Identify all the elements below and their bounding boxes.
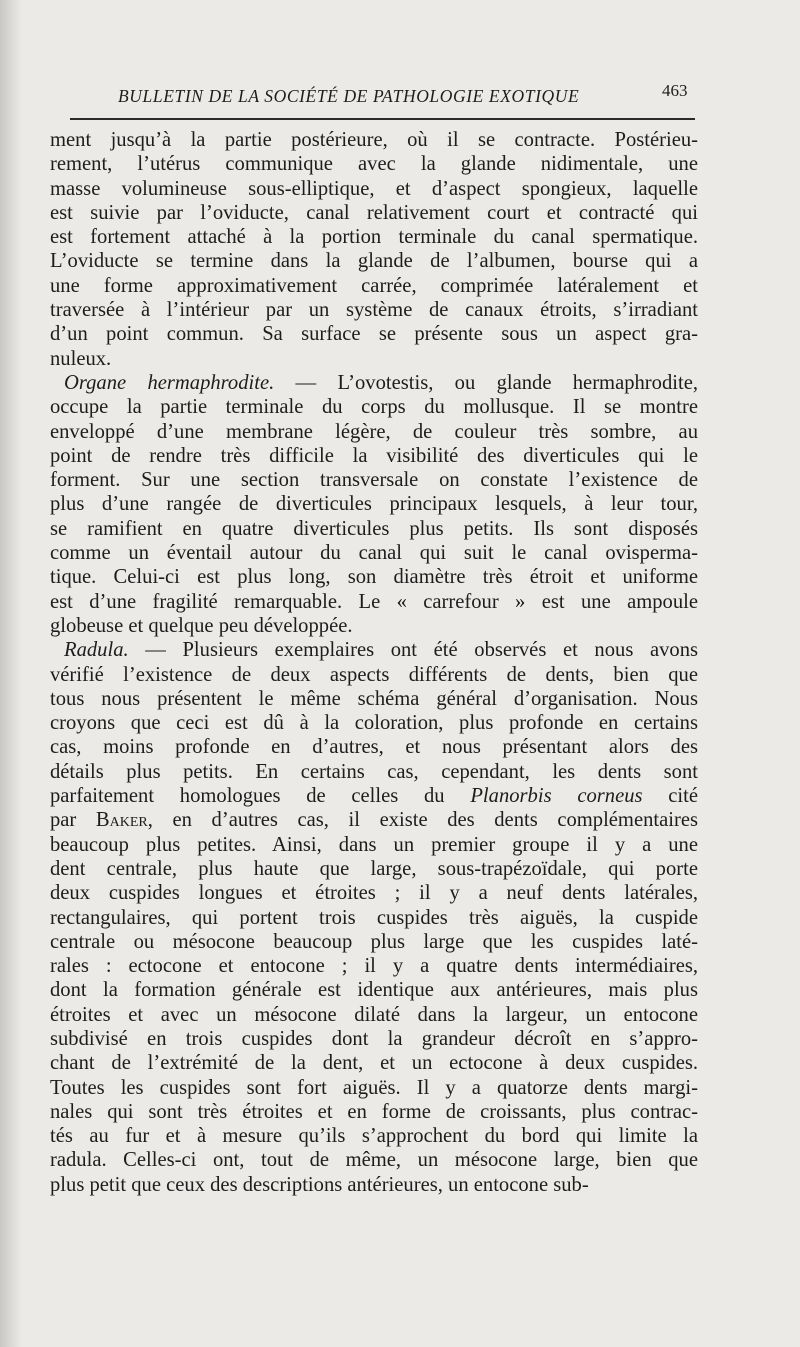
text-line — [50, 1124, 698, 1148]
text-run: enveloppé d’une membrane légère, de couleur très sombre, au — [50, 420, 698, 443]
text-run: tique. Celui-ci est plus long, son diamètre très étroit et uniforme — [50, 566, 698, 589]
text-run: par — [50, 809, 96, 832]
text-line — [50, 322, 698, 346]
text-line — [50, 128, 698, 152]
page-number: 463 — [662, 81, 688, 100]
text-line — [50, 711, 698, 735]
text-line — [50, 784, 698, 808]
text-line — [50, 492, 698, 516]
text-line — [50, 1003, 698, 1027]
italic-run: Planorbis corneus — [470, 785, 643, 808]
text-run: est d’une fragilité remarquable. Le « carrefour » est une ampoule — [50, 590, 698, 613]
text-run: point de rendre très difficile la visibilité des diverticules qui le — [50, 444, 698, 467]
text-line — [50, 930, 698, 954]
text-run: rement, l’utérus communique avec la glande nidimentale, une — [50, 153, 698, 176]
text-run: Toutes les cuspides sont fort aiguës. Il y a quatorze dents margi- — [50, 1076, 698, 1099]
text-line — [50, 1100, 698, 1124]
text-line — [50, 177, 698, 201]
text-run: parfaitement homologues de celles du — [50, 785, 471, 808]
text-run: globeuse et quelque peu développée. — [50, 614, 353, 637]
text-line — [50, 152, 698, 176]
header-rule — [70, 118, 695, 120]
text-run: d’un point commun. Sa surface se présente sous un aspect gra- — [50, 323, 698, 346]
text-line — [50, 760, 698, 784]
text-line — [50, 565, 698, 589]
text-line — [50, 638, 698, 662]
text-line — [50, 371, 698, 395]
text-run: une forme approximativement carrée, comprimée latéralement et — [50, 274, 698, 297]
text-run: cité — [642, 785, 698, 808]
text-line — [50, 857, 698, 881]
text-line — [50, 1173, 698, 1197]
text-line — [50, 225, 698, 249]
text-line — [50, 735, 698, 759]
text-line — [50, 881, 698, 905]
text-line — [50, 978, 698, 1002]
text-run: rales : ectocone et entocone ; il y a quatre dents intermédiaires, — [50, 955, 698, 978]
text-run: — Plusieurs exemplaires ont été observés et nous avons — [128, 639, 698, 662]
text-run: croyons que ceci est dû à la coloration, plus profonde en certains — [50, 712, 698, 735]
text-run: radula. Celles-ci ont, tout de même, un mésocone large, bien que — [50, 1149, 698, 1172]
text-run: plus petit que ceux des descriptions antérieures, un entocone sub- — [50, 1173, 589, 1196]
text-run: dont la formation générale est identique aux antérieures, mais plus — [50, 979, 698, 1002]
text-line — [50, 590, 698, 614]
text-run: subdivisé en trois cuspides dont la grandeur décroît en s’appro- — [50, 1027, 698, 1050]
text-run: forment. Sur une section transversale on constate l’existence de — [50, 469, 698, 492]
text-line — [50, 298, 698, 322]
text-run: tés au fur et à mesure qu’ils s’approchent du bord qui limite la — [50, 1125, 698, 1148]
text-run: détails plus petits. En certains cas, cependant, les dents sont — [50, 760, 698, 783]
text-line — [50, 1051, 698, 1075]
text-run: se ramifient en quatre diverticules plus petits. Ils sont disposés — [50, 517, 698, 540]
running-title: BULLETIN DE LA SOCIÉTÉ DE PATHOLOGIE EXOTIQUE — [118, 86, 580, 106]
text-line — [50, 687, 698, 711]
text-line — [50, 808, 698, 832]
text-run: dent centrale, plus haute que large, sous-trapézoïdale, qui porte — [50, 857, 698, 880]
text-run: plus d’une rangée de diverticules principaux lesquels, à leur tour, — [50, 493, 698, 516]
text-run: traversée à l’intérieur par un système de canaux étroits, s’irradiant — [50, 299, 698, 322]
smallcaps-run: Baker — [95, 809, 148, 832]
text-line — [50, 517, 698, 541]
text-run: chant de l’extrémité de la dent, et un ectocone à deux cuspides. — [50, 1052, 698, 1075]
text-line — [50, 420, 698, 444]
text-line — [50, 614, 698, 638]
text-line — [50, 954, 698, 978]
text-run: tous nous présentent le même schéma général d’organisation. Nous — [50, 687, 698, 710]
text-line — [50, 663, 698, 687]
text-run: vérifié l’existence de deux aspects différents de dents, bien que — [50, 663, 698, 686]
text-line — [50, 541, 698, 565]
text-run: est fortement attaché à la portion terminale du canal spermatique. — [50, 226, 698, 249]
text-run: masse volumineuse sous-elliptique, et d’aspect spongieux, laquelle — [50, 177, 698, 200]
page-edge-shadow — [0, 0, 22, 1347]
italic-run: Organe hermaphrodite. — [64, 371, 275, 394]
text-run: comme un éventail autour du canal qui suit le canal ovisperma- — [50, 542, 698, 565]
text-line — [50, 468, 698, 492]
text-line — [50, 444, 698, 468]
text-line — [50, 249, 698, 273]
text-run: nales qui sont très étroites et en forme de croissants, plus contrac- — [50, 1100, 698, 1123]
text-line — [50, 274, 698, 298]
page-header — [50, 80, 750, 116]
text-run: occupe la partie terminale du corps du mollusque. Il se montre — [50, 396, 698, 419]
text-run: est suivie par l’oviducte, canal relativement court et contracté qui — [50, 201, 698, 224]
text-line — [50, 1148, 698, 1172]
text-run: rectangulaires, qui portent trois cuspides très aiguës, la cuspide — [50, 906, 698, 929]
text-run: beaucoup plus petites. Ainsi, dans un premier groupe il y a une — [50, 833, 698, 856]
text-line — [50, 906, 698, 930]
text-line — [50, 1027, 698, 1051]
text-run: , en d’autres cas, il existe des dents complémentaires — [147, 809, 698, 832]
text-line — [50, 201, 698, 225]
text-run: étroites et avec un mésocone dilaté dans la largeur, un entocone — [50, 1003, 698, 1026]
italic-run: Radula. — [64, 639, 129, 662]
text-line — [50, 347, 698, 371]
text-run: nuleux. — [50, 347, 112, 370]
text-run: ment jusqu’à la partie postérieure, où il se contracte. Postérieu- — [50, 129, 698, 151]
text-line — [50, 1076, 698, 1100]
text-line — [50, 833, 698, 857]
text-run: centrale ou mésocone beaucoup plus large que les cuspides laté- — [50, 930, 698, 953]
text-run: deux cuspides longues et étroites ; il y a neuf dents latérales, — [50, 882, 698, 905]
text-run: L’oviducte se termine dans la glande de l’albumen, bourse qui a — [50, 250, 698, 273]
text-run: — L’ovotestis, ou glande hermaphrodite, — [274, 371, 698, 394]
text-line — [50, 395, 698, 419]
text-run: cas, moins profonde en d’autres, et nous présentant alors des — [50, 736, 698, 759]
body-text — [50, 128, 698, 1197]
